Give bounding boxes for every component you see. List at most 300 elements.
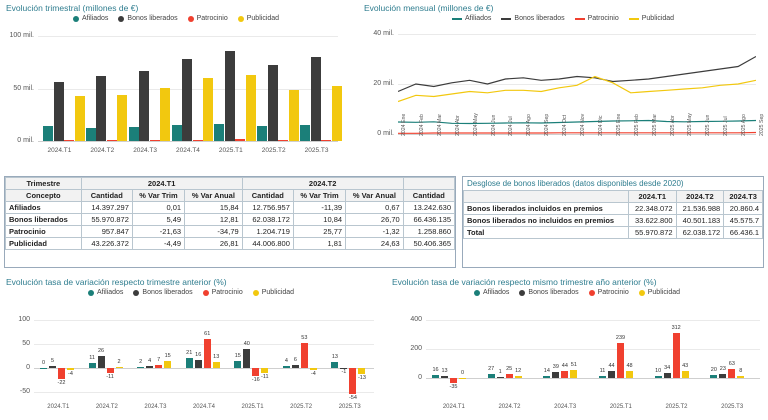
table-row <box>6 178 455 190</box>
bar-value-label: -22 <box>57 379 66 386</box>
table-bonos-grid <box>463 190 763 239</box>
bar[interactable] <box>213 362 220 368</box>
bar-value-label: 43 <box>682 363 689 370</box>
table-cell: 957.847 <box>81 226 132 238</box>
legend-label-bonos-va: Bonos liberados <box>528 289 579 296</box>
legend-item-patrocinio[interactable] <box>188 15 228 22</box>
legend-label-afiliados: Afiliados <box>81 15 109 22</box>
bar-value-label: 8 <box>739 368 743 375</box>
table-cell: 45.575.7 <box>724 215 763 227</box>
bar-value-label: -4 <box>310 370 316 377</box>
legend-label-publicidad-m: Publicidad <box>641 15 675 22</box>
x-tick-label: 2025 Ene <box>615 113 622 136</box>
legend-dot-patrocinio-va <box>589 290 595 296</box>
line-series <box>398 77 756 102</box>
legend-label-publicidad-va: Publicidad <box>647 289 681 296</box>
bar[interactable] <box>96 76 106 141</box>
table-cell: 24,63 <box>346 238 404 250</box>
bar[interactable] <box>150 140 160 141</box>
monthly-plot <box>373 30 765 137</box>
legend-item-afiliados-va[interactable] <box>474 289 509 296</box>
table-cell: -11,39 <box>293 202 345 214</box>
legend-item-afiliados-m[interactable] <box>452 15 491 22</box>
x-tick-label: 2025 Jun <box>705 114 712 136</box>
legend-item-publicidad-vt[interactable] <box>253 289 294 296</box>
gridline <box>38 141 338 142</box>
bar-value-label: 6 <box>293 357 297 364</box>
bar[interactable] <box>300 125 310 141</box>
bar[interactable] <box>129 127 139 141</box>
y-tick-label: 100 <box>18 316 30 323</box>
table-cell: 1.204.719 <box>242 226 293 238</box>
table-cell: 14.397.297 <box>81 202 132 214</box>
table-cell: 62.038.172 <box>676 227 724 239</box>
legend-item-patrocinio-vt[interactable] <box>203 289 243 296</box>
bar-value-label: -4 <box>68 370 73 377</box>
bar-value-label: 13 <box>331 353 338 360</box>
x-tick-label: 2024 May <box>472 113 479 136</box>
bar-group <box>209 36 252 154</box>
bar-value-label: 53 <box>301 334 308 341</box>
x-tick-label: 2025.T2 <box>290 404 313 410</box>
x-tick-label: 2024 Feb <box>418 114 425 136</box>
bar-value-label: 48 <box>626 362 633 369</box>
bar-value-label: -13 <box>357 375 366 382</box>
x-tick-label: 2025 Mar <box>651 114 658 136</box>
table-cell: 66.436.1 <box>724 227 763 239</box>
quarterly-plot <box>9 32 338 154</box>
bar[interactable] <box>89 363 96 368</box>
bar[interactable] <box>49 366 56 368</box>
legend-dot-patrocinio <box>188 16 194 22</box>
bar[interactable] <box>146 366 153 368</box>
x-tick-label: 2024 Mar <box>436 114 443 136</box>
y-tick-label: 0 mil. <box>377 130 394 137</box>
bar[interactable] <box>710 375 717 378</box>
table-main-body <box>6 202 455 250</box>
bar[interactable] <box>682 371 689 377</box>
table-cell: -34,79 <box>185 226 243 238</box>
line-series <box>398 121 756 124</box>
gridline <box>426 349 760 350</box>
panel-var-anual-title: Evolución tasa de variación respecto mismo trimestre año anterior (%) <box>392 277 657 287</box>
legend-line-bonos <box>501 18 511 20</box>
table-cell: 22.348.072 <box>628 203 676 215</box>
bar[interactable] <box>107 368 114 373</box>
bar[interactable] <box>186 358 193 368</box>
bar[interactable] <box>561 371 568 377</box>
x-tick-label: 2024.T4 <box>176 147 200 154</box>
table-row <box>464 215 763 227</box>
bar-value-label: 0 <box>41 360 46 366</box>
y-tick-label: 100 mil. <box>9 32 34 39</box>
bar[interactable] <box>626 371 633 378</box>
bar-value-label: 25 <box>506 366 513 372</box>
bar-value-label: 14 <box>543 367 550 374</box>
bar-value-label: 312 <box>671 324 681 331</box>
table-row <box>6 214 455 226</box>
bar[interactable] <box>497 377 504 378</box>
bar-group <box>167 36 210 154</box>
panel-var-trim <box>0 274 382 420</box>
legend-label-afiliados-m: Afiliados <box>464 15 492 22</box>
x-tick-label: 2025 Jul <box>723 116 730 136</box>
bar-value-label: 21 <box>186 349 193 356</box>
bar-value-label: -16 <box>251 376 260 383</box>
table-cell: 5,49 <box>132 214 184 226</box>
legend-var-trim <box>0 289 382 296</box>
table-cell: -1,32 <box>346 226 404 238</box>
x-tick-label: 2025.T2 <box>261 147 286 154</box>
bar-value-label: 40 <box>243 340 250 347</box>
x-tick-label: 2024 Ago <box>526 114 533 136</box>
x-tick-label: 2025.T3 <box>338 404 361 410</box>
monthly-lines <box>398 34 756 134</box>
bar[interactable] <box>506 374 513 378</box>
bar[interactable] <box>459 378 466 379</box>
bar[interactable] <box>617 343 624 377</box>
bar[interactable] <box>515 376 522 378</box>
x-tick-label: 2025 Abr <box>669 115 676 136</box>
table-main <box>4 176 456 268</box>
table-bonos-body <box>464 203 763 239</box>
bar[interactable] <box>54 82 64 141</box>
bar-value-label: 2 <box>117 359 121 366</box>
table-row <box>464 227 763 239</box>
bar[interactable] <box>155 365 162 368</box>
bar[interactable] <box>441 376 448 378</box>
th-vartrim-1: % Var Trim <box>132 190 184 202</box>
table-cell: -21,63 <box>132 226 184 238</box>
legend-label-patrocinio-m: Patrocinio <box>587 15 619 22</box>
x-tick-label: 2024.T2 <box>498 404 521 410</box>
table-cell: 55.970.872 <box>81 214 132 226</box>
bar[interactable] <box>552 372 559 378</box>
bar[interactable] <box>139 71 149 141</box>
gridline <box>426 320 760 321</box>
gridline <box>34 392 374 393</box>
legend-item-patrocinio-m[interactable] <box>575 15 619 22</box>
bar-value-label: 63 <box>728 360 735 367</box>
bar-value-label: -11 <box>261 374 269 381</box>
bar[interactable] <box>543 376 550 378</box>
legend-label-bonos-vt: Bonos liberados <box>142 289 193 296</box>
x-tick-label: 2024.T2 <box>95 404 118 410</box>
x-tick-label: 2025.T3 <box>721 404 744 410</box>
table-cell: 62.038.172 <box>242 214 293 226</box>
x-tick-label: 2025 Feb <box>633 114 640 136</box>
bar[interactable] <box>570 370 577 377</box>
th-blank <box>403 178 454 190</box>
x-tick-label: 2024 Jun <box>490 114 497 136</box>
th-bonos-blank <box>464 191 629 203</box>
legend-label-bonos-m: Bonos liberados <box>514 15 565 22</box>
bar-value-label: -11 <box>106 374 114 381</box>
bar[interactable] <box>214 124 224 141</box>
x-tick-label: 2025.T1 <box>241 404 264 410</box>
bar-value-label: -54 <box>348 394 357 401</box>
table-main-grid <box>5 177 455 250</box>
legend-dot-publicidad-va <box>639 290 645 296</box>
th-cantidad-2: Cantidad <box>242 190 293 202</box>
bar-value-label: 11 <box>599 368 606 375</box>
th-trimestre: Trimestre <box>6 178 82 190</box>
bar[interactable] <box>137 367 144 368</box>
table-row <box>6 202 455 214</box>
table-cell: Publicidad <box>6 238 82 250</box>
x-tick-label: 2024.T3 <box>133 147 158 154</box>
bar-value-label: 1 <box>498 369 502 376</box>
table-bonos <box>462 176 764 268</box>
bar-value-label: 13 <box>213 353 220 360</box>
y-tick-label: 0 mil. <box>17 137 34 144</box>
bar[interactable] <box>268 65 278 141</box>
bar[interactable] <box>64 140 74 141</box>
x-tick-label: 2024 Abr <box>454 115 461 136</box>
bar[interactable] <box>193 140 203 141</box>
bar-value-label: 0 <box>460 369 465 376</box>
bar[interactable] <box>608 371 615 377</box>
bar-value-label: 16 <box>195 352 202 359</box>
table-cell: Total <box>464 227 629 239</box>
legend-item-bonos-vt[interactable] <box>133 289 192 296</box>
x-tick-label: 2024.T4 <box>192 404 215 410</box>
legend-dot-bonos <box>118 16 124 22</box>
x-tick-label: 2025.T3 <box>304 147 329 154</box>
table-cell: 26,81 <box>185 238 243 250</box>
x-tick-label: 2024 Ene <box>401 113 407 136</box>
bar-value-label: 239 <box>615 335 626 342</box>
bar-value-label: 27 <box>488 365 495 372</box>
bar-group <box>252 36 295 154</box>
table-row <box>6 190 455 202</box>
th-varanual-1: % Var Anual <box>185 190 243 202</box>
panel-var-anual <box>386 274 768 420</box>
bar[interactable] <box>664 373 671 378</box>
x-tick-label: 2024 Jul <box>508 116 515 136</box>
legend-var-anual <box>386 289 768 296</box>
x-tick-label: 2024.T3 <box>554 404 577 410</box>
bar-value-label: 39 <box>552 363 559 370</box>
legend-dot-afiliados <box>73 16 79 22</box>
bar[interactable] <box>311 57 321 141</box>
bar[interactable] <box>195 360 202 368</box>
bar[interactable] <box>116 367 123 368</box>
table-cell: 44.006.800 <box>242 238 293 250</box>
bar[interactable] <box>331 362 338 368</box>
bar-value-label: 4 <box>148 358 152 365</box>
y-tick-label: -50 <box>19 388 30 395</box>
bar-value-label: -1 <box>341 369 347 376</box>
table-cell: 40.501.183 <box>676 215 724 227</box>
table-cell: 1,81 <box>293 238 345 250</box>
panel-monthly <box>358 0 768 170</box>
bar[interactable] <box>599 376 606 378</box>
legend-item-patrocinio-va[interactable] <box>589 289 629 296</box>
bar-group <box>38 36 81 154</box>
bar[interactable] <box>432 375 439 377</box>
bar[interactable] <box>450 378 457 383</box>
bar-value-label: 4 <box>284 358 288 365</box>
bar[interactable] <box>243 349 250 368</box>
var-trim-plot <box>18 316 374 410</box>
bar-value-label: 26 <box>98 347 105 354</box>
legend-item-bonos[interactable] <box>118 15 177 22</box>
legend-dot-patrocinio-vt <box>203 290 209 296</box>
legend-label-publicidad-vt: Publicidad <box>261 289 295 296</box>
bar[interactable] <box>43 126 53 141</box>
x-tick-label: 2024.T1 <box>47 404 70 410</box>
legend-dot-afiliados-va <box>474 290 480 296</box>
table-cell: 43.226.372 <box>81 238 132 250</box>
bar-value-label: 51 <box>570 362 577 369</box>
table-cell: 26,70 <box>346 214 404 226</box>
th-vartrim-2: % Var Trim <box>293 190 345 202</box>
bar[interactable] <box>107 140 117 141</box>
bar[interactable] <box>182 59 192 141</box>
bar-group <box>81 36 124 154</box>
table-cell: -4,49 <box>132 238 184 250</box>
bar[interactable] <box>673 333 680 378</box>
bar-value-label: 11 <box>89 354 95 361</box>
bar[interactable] <box>358 368 365 374</box>
table-cell: Bonos liberados incluidos en premios <box>464 203 629 215</box>
legend-item-publicidad[interactable] <box>238 15 279 22</box>
table-cell: 33.622.800 <box>628 215 676 227</box>
legend-item-publicidad-m[interactable] <box>629 15 674 22</box>
th-2024t1: 2024.T1 <box>81 178 242 190</box>
legend-label-afiliados-va: Afiliados <box>482 289 510 296</box>
bar[interactable] <box>40 368 47 369</box>
panel-quarterly-title: Evolución trimestral (millones de €) <box>6 3 139 13</box>
x-tick-label: 2024.T2 <box>90 147 115 154</box>
bar-value-label: 5 <box>50 357 55 364</box>
legend-line-patrocinio <box>575 18 585 20</box>
bar-value-label: 13 <box>441 367 448 374</box>
bar[interactable] <box>172 125 182 141</box>
gridline <box>398 134 756 135</box>
bar[interactable] <box>257 126 267 141</box>
x-tick-label: 2024 Dic <box>597 115 604 136</box>
gridline <box>426 378 760 379</box>
bar[interactable] <box>310 368 317 370</box>
table-cell: 1.258.860 <box>403 226 454 238</box>
y-tick-label: 0 <box>26 364 30 371</box>
legend-dot-afiliados-vt <box>88 290 94 296</box>
x-tick-label: 2025 Ago <box>741 114 748 136</box>
bar-value-label: 44 <box>608 363 615 370</box>
gridline <box>34 320 374 321</box>
bar[interactable] <box>235 139 245 141</box>
gridline <box>34 368 374 369</box>
bar[interactable] <box>737 376 744 377</box>
bar[interactable] <box>234 361 241 368</box>
y-tick-label: 50 <box>22 340 30 347</box>
bar[interactable] <box>98 356 105 368</box>
table-cell: 12.756.957 <box>242 202 293 214</box>
legend-item-bonos-m[interactable] <box>501 15 564 22</box>
y-tick-label: 40 mil. <box>373 30 394 37</box>
y-tick-label: 200 <box>410 344 422 352</box>
bar-value-label: -35 <box>449 383 458 390</box>
legend-label-publicidad: Publicidad <box>246 15 280 22</box>
legend-item-publicidad-va[interactable] <box>639 289 680 296</box>
bar[interactable] <box>301 343 308 368</box>
table-cell: 0,67 <box>346 202 404 214</box>
y-tick-label: 20 mil. <box>373 80 394 87</box>
y-tick-label: 400 <box>410 316 422 323</box>
legend-item-afiliados[interactable] <box>73 15 108 22</box>
bar[interactable] <box>655 376 662 377</box>
bar-value-label: 20 <box>710 366 717 373</box>
legend-dot-publicidad <box>238 16 244 22</box>
bar-value-label: 2 <box>139 359 143 366</box>
bar[interactable] <box>67 368 74 370</box>
th-concepto: Concepto <box>6 190 82 202</box>
bar[interactable] <box>292 365 299 368</box>
th-cantidad-1: Cantidad <box>81 190 132 202</box>
table-row <box>6 238 455 250</box>
table-cell: 0,01 <box>132 202 184 214</box>
bar[interactable] <box>332 86 342 141</box>
legend-line-afiliados <box>452 18 462 20</box>
x-tick-label: 2025.T1 <box>218 147 243 154</box>
bar[interactable] <box>261 368 268 373</box>
x-tick-label: 2025 May <box>687 113 694 136</box>
table-cell: Patrocinio <box>6 226 82 238</box>
th-2024t2: 2024.T2 <box>242 178 403 190</box>
var-anual-plot <box>410 316 760 410</box>
table-cell: 12,81 <box>185 214 243 226</box>
bar-group <box>124 36 167 154</box>
bar[interactable] <box>719 374 726 377</box>
panel-monthly-title: Evolución mensual (millones de €) <box>364 3 494 13</box>
legend-dot-bonos-va <box>519 290 525 296</box>
legend-label-afiliados-vt: Afiliados <box>96 289 124 296</box>
table-cell: 55.970.872 <box>628 227 676 239</box>
table-cell: 25,77 <box>293 226 345 238</box>
table-cell: 10,84 <box>293 214 345 226</box>
table-row <box>464 191 763 203</box>
table-cell: 15,84 <box>185 202 243 214</box>
bar[interactable] <box>321 140 331 141</box>
line-series <box>398 57 756 92</box>
x-tick-label: 2024.T1 <box>442 404 465 410</box>
legend-label-patrocinio-va: Patrocinio <box>597 289 629 296</box>
bar-value-label: 61 <box>204 330 211 337</box>
bar[interactable] <box>225 51 235 141</box>
bar[interactable] <box>278 140 288 141</box>
bar-value-label: 23 <box>719 366 726 373</box>
x-tick-label: 2024 Nov <box>580 113 586 136</box>
legend-item-afiliados-vt[interactable] <box>88 289 123 296</box>
table-cell: Bonos liberados <box>6 214 82 226</box>
table-row <box>464 203 763 215</box>
bar[interactable] <box>86 128 96 141</box>
line-series <box>398 133 756 134</box>
panel-quarterly <box>0 0 352 170</box>
bar[interactable] <box>283 366 290 368</box>
legend-item-bonos-va[interactable] <box>519 289 578 296</box>
table-cell: 20.860.4 <box>724 203 763 215</box>
x-tick-label: 2024 Oct <box>562 114 569 136</box>
bar[interactable] <box>164 361 171 368</box>
bar-value-label: 16 <box>432 367 439 374</box>
bar-value-label: 15 <box>234 352 241 359</box>
table-cell: Afiliados <box>6 202 82 214</box>
x-tick-label: 2024.T3 <box>144 404 167 410</box>
th-bonos-2024t3: 2024.T3 <box>724 191 763 203</box>
